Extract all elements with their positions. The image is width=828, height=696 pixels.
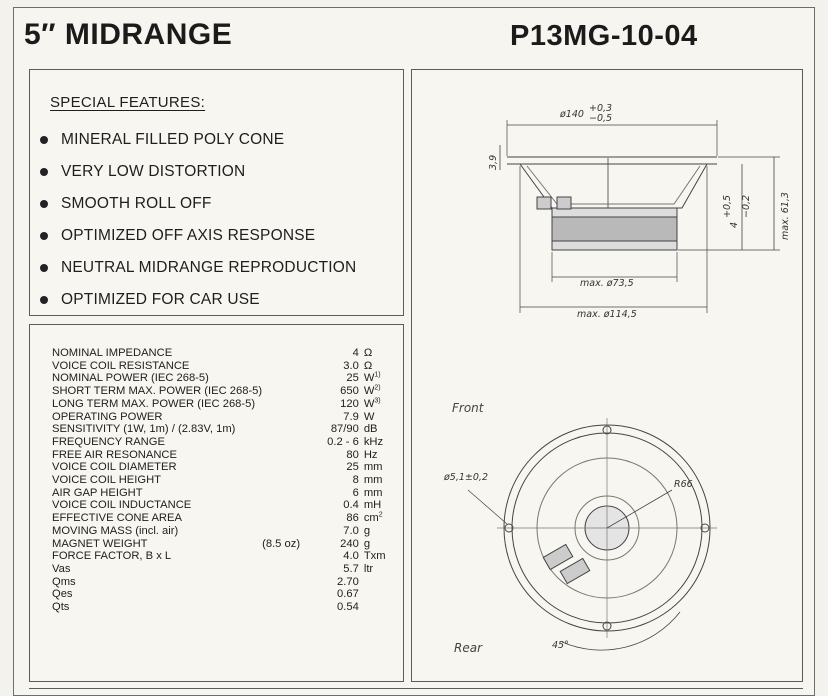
spec-value — [315, 347, 363, 360]
special-features-heading: SPECIAL FEATURES: — [50, 94, 206, 111]
spec-label-text: AIR GAP HEIGHT — [52, 486, 143, 499]
spec-unit-text: Hz — [363, 448, 378, 461]
spec-row — [52, 436, 403, 449]
spec-value — [315, 423, 363, 436]
feature-list — [40, 124, 356, 316]
spec-unit — [364, 550, 403, 563]
front-view-label: Front — [452, 401, 484, 415]
spec-row — [52, 360, 403, 373]
spec-label — [52, 398, 262, 411]
spec-label — [52, 423, 262, 436]
dim-basket-diameter: max. ø114,5 — [577, 309, 637, 320]
feature-item — [40, 252, 356, 284]
cone-outline — [527, 166, 700, 204]
spec-label — [52, 525, 262, 538]
dim-angle: 45° — [552, 640, 569, 651]
feature-text: MINERAL FILLED POLY CONE — [61, 131, 285, 148]
spec-unit — [364, 538, 403, 551]
bullet-icon — [40, 200, 48, 208]
spec-extra — [262, 499, 315, 512]
spec-unit-text: mH — [363, 499, 382, 512]
spec-label-text: VOICE COIL HEIGHT — [52, 474, 161, 487]
spec-unit-text: g — [363, 524, 371, 537]
spec-label — [52, 474, 262, 487]
spec-value-text: 4.0 — [343, 550, 359, 563]
spec-unit-note: 2 — [378, 511, 383, 519]
feature-text: OPTIMIZED OFF AXIS RESPONSE — [61, 227, 316, 244]
spec-value-text: 6 — [352, 486, 359, 499]
spec-value — [315, 411, 363, 424]
spec-value — [315, 588, 363, 601]
spec-extra-text: (8.5 oz) — [262, 537, 301, 550]
bullet-icon — [40, 232, 48, 240]
spec-extra — [262, 474, 315, 487]
spec-label-text: MAGNET WEIGHT — [52, 537, 148, 550]
spec-row — [52, 550, 403, 563]
spec-extra — [262, 347, 315, 360]
spec-value-text: 2.70 — [337, 575, 359, 588]
spec-unit — [364, 525, 403, 538]
spec-label-text: Qts — [52, 601, 70, 614]
dimension-drawing-panel — [411, 69, 803, 682]
feature-text: VERY LOW DISTORTION — [61, 163, 246, 180]
spec-value — [315, 538, 363, 551]
spec-value-text: 3.0 — [343, 359, 359, 372]
spec-extra — [262, 576, 315, 589]
dim-outer-tol-plus: +0,3 — [589, 103, 613, 114]
spec-unit — [364, 588, 403, 601]
spec-row — [52, 411, 403, 424]
spec-extra — [262, 512, 315, 525]
spec-unit-note: 1) — [374, 371, 381, 379]
spec-unit — [364, 411, 403, 424]
spec-unit — [364, 499, 403, 512]
spec-unit — [364, 360, 403, 373]
spec-extra — [262, 588, 315, 601]
spec-value — [315, 461, 363, 474]
feature-item — [40, 124, 356, 156]
spec-value-text: 0.2 - 6 — [327, 435, 359, 448]
spec-value — [315, 372, 363, 385]
spec-label-text: NOMINAL POWER (IEC 268-5) — [52, 372, 209, 385]
spec-unit — [364, 449, 403, 462]
spec-label-text: VOICE COIL DIAMETER — [52, 461, 177, 474]
spec-label-text: FORCE FACTOR, B x L — [52, 550, 172, 563]
spec-label-text: Qes — [52, 588, 73, 601]
spec-value — [315, 601, 363, 614]
spec-label-text: SENSITIVITY (1W, 1m) / (2.83V, 1m) — [52, 423, 236, 436]
spec-row — [52, 576, 403, 589]
special-features-panel — [29, 69, 404, 316]
dim-mount-hole: ø5,1±0,2 — [444, 472, 488, 483]
spec-label — [52, 538, 262, 551]
spec-unit — [364, 423, 403, 436]
spec-unit — [364, 436, 403, 449]
spec-unit-text: Ω — [363, 359, 373, 372]
spec-label-text: OPERATING POWER — [52, 410, 163, 423]
spec-value-text: 0.67 — [337, 588, 359, 601]
spec-value — [315, 576, 363, 589]
bottom-rule — [29, 688, 803, 689]
spec-value-text: 650 — [340, 385, 359, 398]
spec-value-text: 0.54 — [337, 601, 359, 614]
spec-unit — [364, 347, 403, 360]
spec-label — [52, 385, 262, 398]
spec-value — [315, 512, 363, 525]
product-category-title: 5″ MIDRANGE — [24, 18, 233, 51]
spec-value — [315, 385, 363, 398]
spec-label-text: LONG TERM MAX. POWER (IEC 268-5) — [52, 397, 256, 410]
technical-drawing — [412, 70, 802, 681]
spec-value — [315, 436, 363, 449]
spec-unit-text: W — [363, 410, 375, 423]
feature-item — [40, 220, 356, 252]
spec-row — [52, 525, 403, 538]
dim-outer-diameter: ø140 — [560, 109, 584, 120]
dim-depth-tol-plus: +0,5 — [722, 194, 733, 218]
spec-label-text: FREQUENCY RANGE — [52, 435, 165, 448]
spec-unit — [364, 372, 403, 385]
spec-unit — [364, 487, 403, 500]
spec-unit-text: dB — [363, 423, 378, 436]
spec-row — [52, 601, 403, 614]
spec-value-text: 87/90 — [330, 423, 359, 436]
terminal-left — [537, 197, 551, 209]
spec-row — [52, 385, 403, 398]
spec-row — [52, 563, 403, 576]
bullet-icon — [40, 136, 48, 144]
spec-label — [52, 512, 262, 525]
spec-unit-text: mm — [363, 474, 383, 487]
spec-value — [315, 525, 363, 538]
spec-label — [52, 372, 262, 385]
spec-extra — [262, 372, 315, 385]
spec-value — [315, 449, 363, 462]
back-plate — [552, 241, 677, 250]
spec-label-text: EFFECTIVE CONE AREA — [52, 512, 182, 525]
spec-value — [315, 398, 363, 411]
spec-label — [52, 601, 262, 614]
spec-unit-text: Txm — [363, 550, 386, 563]
spec-unit-text: mm — [363, 486, 383, 499]
spec-unit — [364, 563, 403, 576]
spec-extra — [262, 436, 315, 449]
spec-unit — [364, 576, 403, 589]
front-terminal-right — [560, 558, 590, 583]
specifications-panel — [29, 324, 404, 682]
spec-row — [52, 372, 403, 385]
dim-flange-thickness: 3,9 — [488, 154, 499, 170]
spec-row — [52, 461, 403, 474]
spec-extra — [262, 601, 315, 614]
spec-value-text: 8 — [352, 474, 359, 487]
spec-extra — [262, 360, 315, 373]
spec-label — [52, 550, 262, 563]
spec-unit — [364, 512, 403, 525]
spec-row — [52, 398, 403, 411]
bullet-icon — [40, 264, 48, 272]
spec-row — [52, 449, 403, 462]
magnet-block — [552, 217, 677, 241]
feature-text: NEUTRAL MIDRANGE REPRODUCTION — [61, 259, 357, 276]
terminal-right — [557, 197, 571, 209]
spec-label — [52, 461, 262, 474]
feature-text: OPTIMIZED FOR CAR USE — [61, 291, 260, 308]
dim-outer-tol-minus: −0,5 — [589, 113, 613, 124]
spec-extra — [262, 538, 315, 551]
spec-value-text: 25 — [346, 461, 359, 474]
spec-extra — [262, 423, 315, 436]
spec-unit — [364, 461, 403, 474]
feature-item — [40, 284, 356, 316]
spec-value — [315, 499, 363, 512]
spec-value-text: 25 — [346, 372, 359, 385]
dim-magnet-diameter: max. ø73,5 — [580, 278, 634, 289]
spec-value — [315, 550, 363, 563]
spec-label-text: MOVING MASS (incl. air) — [52, 524, 179, 537]
spec-unit-text: Ω — [363, 347, 373, 359]
spec-label-text: FREE AIR RESONANCE — [52, 448, 177, 461]
spec-row — [52, 474, 403, 487]
spec-unit-text: cm — [363, 512, 379, 525]
spec-unit-note: 2) — [374, 384, 381, 392]
feature-item — [40, 188, 356, 220]
spec-row — [52, 588, 403, 601]
spec-unit-text: W — [363, 385, 375, 398]
spec-unit — [364, 601, 403, 614]
spec-unit-note: 3) — [374, 397, 381, 405]
spec-row — [52, 347, 403, 360]
spec-row — [52, 423, 403, 436]
dim-depth: 4 — [729, 221, 740, 228]
spec-unit-text: ltr — [363, 562, 374, 575]
spec-extra — [262, 385, 315, 398]
spec-extra — [262, 411, 315, 424]
dim-depth-tol-minus: −0,2 — [741, 194, 752, 218]
spec-value — [315, 563, 363, 576]
dim-radius: R66 — [674, 479, 693, 490]
spec-row — [52, 499, 403, 512]
angle-arc — [562, 612, 680, 650]
spec-label — [52, 576, 262, 589]
spec-unit-text: W — [363, 372, 375, 385]
spec-value-text: 240 — [340, 537, 359, 550]
spec-label — [52, 347, 262, 360]
spec-label — [52, 360, 262, 373]
spec-label-text: NOMINAL IMPEDANCE — [52, 347, 173, 359]
spec-label-text: Qms — [52, 575, 76, 588]
spec-unit — [364, 398, 403, 411]
spec-value-text: 120 — [340, 397, 359, 410]
model-number-title: P13MG-10-04 — [510, 20, 698, 52]
bullet-icon — [40, 296, 48, 304]
spec-extra — [262, 563, 315, 576]
spec-extra — [262, 449, 315, 462]
spec-value — [315, 487, 363, 500]
spec-label — [52, 563, 262, 576]
bullet-icon — [40, 168, 48, 176]
spec-value-text: 7.9 — [343, 410, 359, 423]
spec-row — [52, 487, 403, 500]
spec-value-text: 5.7 — [343, 562, 359, 575]
spec-unit — [364, 474, 403, 487]
feature-item — [40, 156, 356, 188]
spec-row — [52, 538, 403, 551]
dim-max-height: max. 61,3 — [780, 192, 791, 240]
spec-unit-text: W — [363, 397, 375, 410]
spec-unit-text: mm — [363, 461, 383, 474]
spec-label-text: VOICE COIL RESISTANCE — [52, 359, 190, 372]
front-terminal-left — [543, 544, 573, 569]
spec-value-text: 4 — [352, 347, 359, 359]
spec-unit-text: kHz — [363, 435, 384, 448]
spec-unit-text: g — [363, 537, 371, 550]
spec-label — [52, 499, 262, 512]
specifications-table — [52, 347, 403, 614]
spec-extra — [262, 550, 315, 563]
spec-value — [315, 474, 363, 487]
spec-label — [52, 449, 262, 462]
spec-unit — [364, 385, 403, 398]
spec-extra — [262, 487, 315, 500]
spec-extra — [262, 461, 315, 474]
spec-value-text: 80 — [346, 448, 359, 461]
spec-label-text: Vas — [52, 562, 71, 575]
spec-extra — [262, 398, 315, 411]
rear-view-label: Rear — [454, 641, 483, 655]
spec-label-text: SHORT TERM MAX. POWER (IEC 268-5) — [52, 385, 263, 398]
spec-label — [52, 411, 262, 424]
spec-label — [52, 588, 262, 601]
spec-row — [52, 512, 403, 525]
spec-value-text: 7.0 — [343, 524, 359, 537]
spec-value-text: 0.4 — [343, 499, 359, 512]
feature-text: SMOOTH ROLL OFF — [61, 195, 212, 212]
spec-extra — [262, 525, 315, 538]
spec-value — [315, 360, 363, 373]
spec-label — [52, 436, 262, 449]
spec-label-text: VOICE COIL INDUCTANCE — [52, 499, 192, 512]
spec-value-text: 86 — [346, 512, 359, 525]
spec-label — [52, 487, 262, 500]
